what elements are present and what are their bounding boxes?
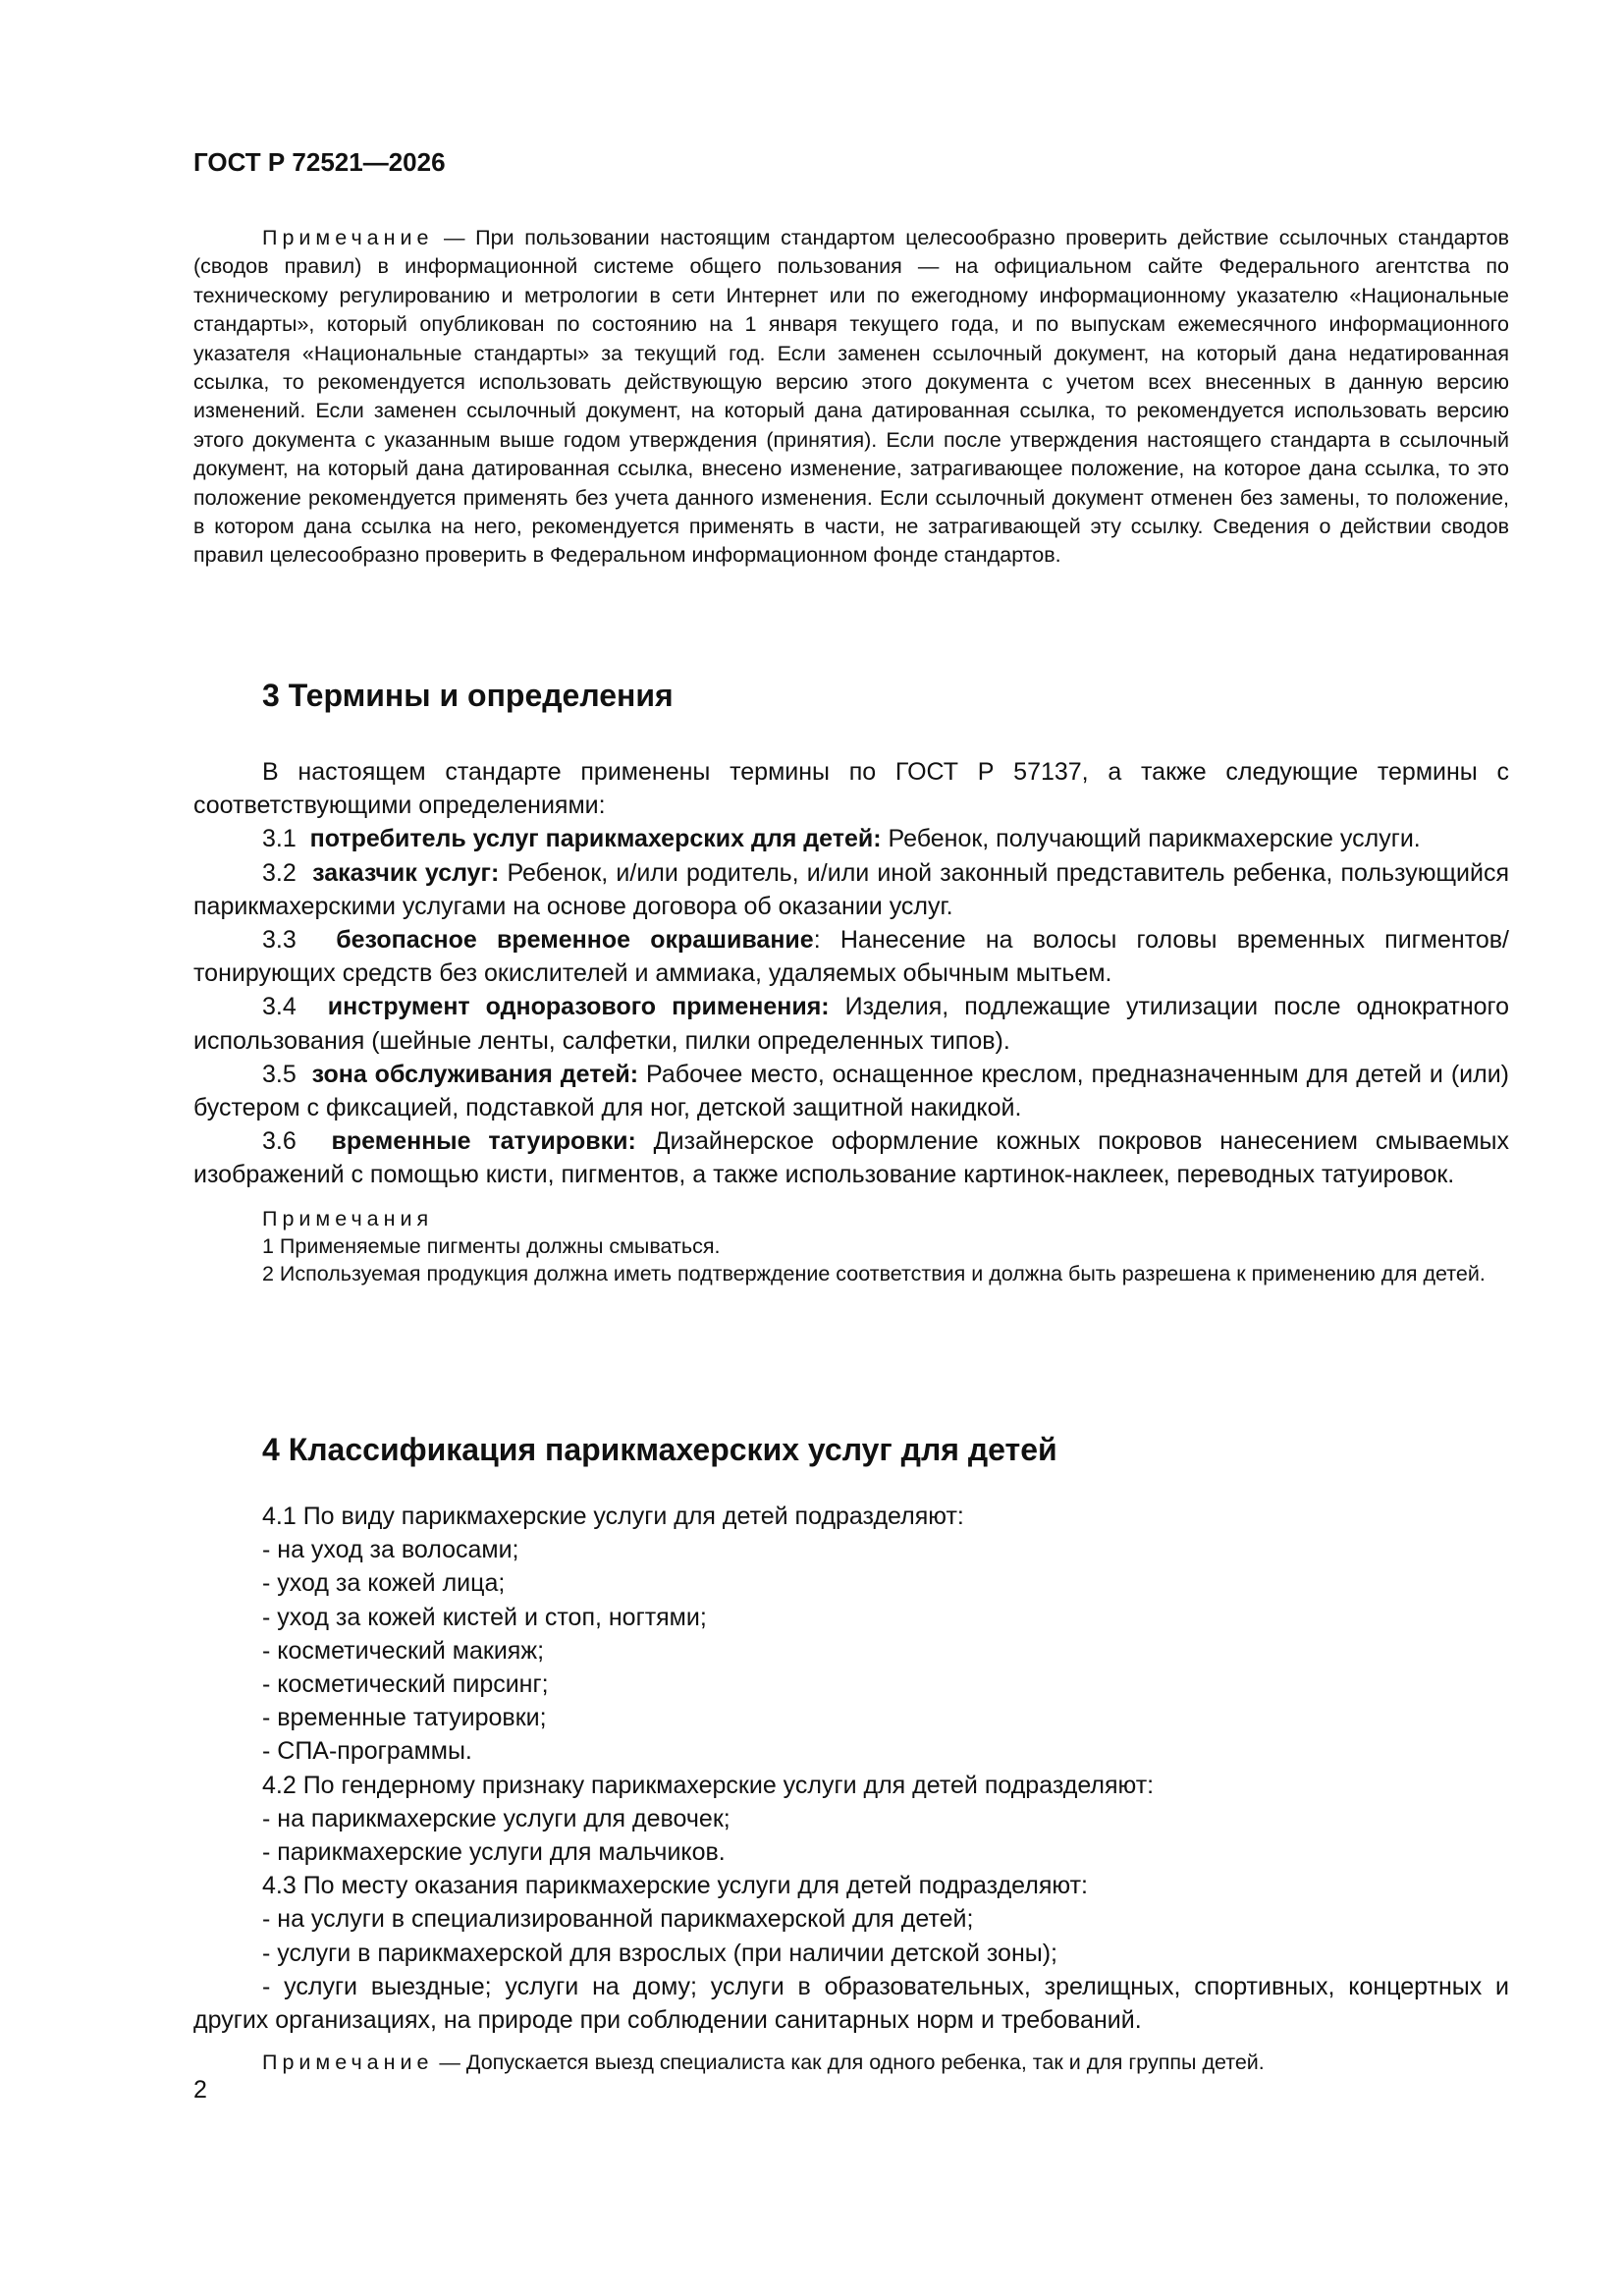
term-definition: Ребенок, получающий парикмахерские услуги. [881,825,1421,853]
term-entry [193,923,1509,990]
list-item: - на парикмахерские услуги для девочек; [262,1804,730,1832]
term-definition: Изделия, подлежащие утилизации после однократного использования (шейные ленты, салфетки, пилки определенных типов). [193,993,1509,1055]
term-entry [193,856,1509,923]
clause-4-3: 4.3 По месту оказания парикмахерские услуги для детей подразделяют: [262,1872,1088,1900]
list-item: - на уход за волосами; [262,1536,519,1564]
note-label: Примечание [262,226,434,249]
section-4 [193,1432,1509,2076]
list-item: - уход за кожей кистей и стоп, ногтями; [262,1603,707,1631]
note-text: — При пользовании настоящим стандартом целесообразно проверить действие ссылочных стандартов (сводов правил) в информационной системе общего пользования — на официальном сайте Федерального агентства по техническому регулированию и метрологии в сети Интернет или по ежегодному информационному указателю «Национальные стандарты», который опубликован по состоянию на 1 января текущего года, и по выпускам ежемесячного информационного указателя «Национальные стандарты» за текущий год. Если заменен ссылочный документ, на который дана недатированная ссылка, то рекомендуется использовать действующую версию этого документа с учетом всех внесенных в данную версию изменений. Если заменен ссылочный документ, на который дана датированная ссылка, то рекомендуется использовать версию этого документа с указанным выше годом утверждения (принятия). Если после утверждения настоящего стандарта в ссылочный документ, на который дана датированная ссылка, внесено изменение, затрагивающее положение, на которое дана ссылка, то это положение рекомендуется применять без учета данного изменения. Если ссылочный документ отменен без замены, то положение, в котором дана ссылка на него, рекомендуется применять в части, не затрагивающей эту ссылку. Сведения о действии сводов правил целесообразно проверить в Федеральном информационном фонде стандартов. [193,226,1509,568]
list-item: - СПА-программы. [262,1737,472,1766]
term-entry [193,1124,1509,1191]
term-entry [193,990,1509,1057]
section-4-note [193,2049,1509,2076]
section-3 [193,678,1509,1287]
terms-list [193,822,1509,1191]
list-item: - косметический макияж; [262,1636,545,1665]
note-item: 1 Применяемые пигменты должны смываться. [262,1233,721,1258]
list-item: - временные татуировки; [262,1704,547,1732]
list-item: - косметический пирсинг; [262,1670,549,1699]
term-entry [193,822,1509,855]
term-name: безопасное временное окрашивание [336,926,814,955]
term-name: заказчик услуг: [312,858,500,887]
section-3-intro: В настоящем стандарте применены термины по ГОСТ Р 57137, а также следующие термины с соответствующими определениями: [193,758,1509,820]
note-text: — Допускается выезд специалиста как для одного ребенка, так и для группы детей. [433,2050,1265,2075]
term-number: 3.1 [262,825,297,853]
section-3-title: 3 Термины и определения [262,678,674,713]
list-item: - на услуги в специализированной парикмахерской для детей; [262,1905,974,1934]
list-item: - услуги в парикмахерской для взрослых (при наличии детской зоны); [262,1939,1057,1967]
list-item: - уход за кожей лица; [262,1569,506,1598]
term-number: 3.6 [262,1127,297,1156]
term-number: 3.4 [262,993,297,1021]
term-definition: Рабочее место, оснащенное креслом, предназначенным для детей и (или) бустером с фиксацией, подставкой для ног, детской защитной накидкой. [193,1060,1509,1122]
note-label: Примечание [262,2050,434,2075]
document-header: ГОСТ Р 72521—2026 [193,147,446,177]
term-name: инструмент одноразового применения: [327,993,830,1021]
term-number: 3.5 [262,1060,297,1088]
reference-note [193,224,1509,571]
list-4-3 [193,1902,1509,1969]
page-number: 2 [193,2076,207,2104]
term-number: 3.2 [262,858,297,887]
list-4-1 [193,1533,1509,1768]
term-name: зона обслуживания детей: [311,1060,639,1088]
term-definition: Ребенок, и/или родитель, и/или иной законный представитель ребенка, пользующийся парикмахерскими услугами на основе договора об оказании услуг. [193,858,1509,920]
section-4-title: 4 Классификация парикмахерских услуг для детей [262,1432,1057,1467]
list-item-4-3-last: - услуги выездные; услуги на дому; услуги в образовательных, зрелищных, спортивных, концертных и других организациях, на природе при соблюдении санитарных норм и требований. [193,1972,1509,2035]
term-number: 3.3 [262,926,297,955]
note-item: 2 Используемая продукция должна иметь подтверждение соответствия и должна быть разрешена к применению для детей. [262,1261,1486,1285]
list-4-2 [193,1802,1509,1869]
term-entry [193,1058,1509,1124]
term-definition: : Нанесение на волосы головы временных пигментов/тонирующих средств без окислителей и аммиака, удаляемых обычным мытьем. [193,926,1509,988]
clause-4-1: 4.1 По виду парикмахерские услуги для детей подразделяют: [262,1503,964,1530]
term-name: временные татуировки: [331,1127,636,1156]
clause-4-2: 4.2 По гендерному признаку парикмахерские услуги для детей подразделяют: [262,1771,1155,1799]
term-definition: Дизайнерское оформление кожных покровов нанесением смываемых изображений с помощью кисти, пигментов, а также использование картинок-наклеек, переводных татуировок. [193,1127,1509,1189]
list-item: - парикмахерские услуги для мальчиков. [262,1838,726,1867]
notes-list [193,1232,1509,1287]
term-name: потребитель услуг парикмахерских для детей: [309,825,882,853]
notes-label: Примечания [262,1206,434,1230]
